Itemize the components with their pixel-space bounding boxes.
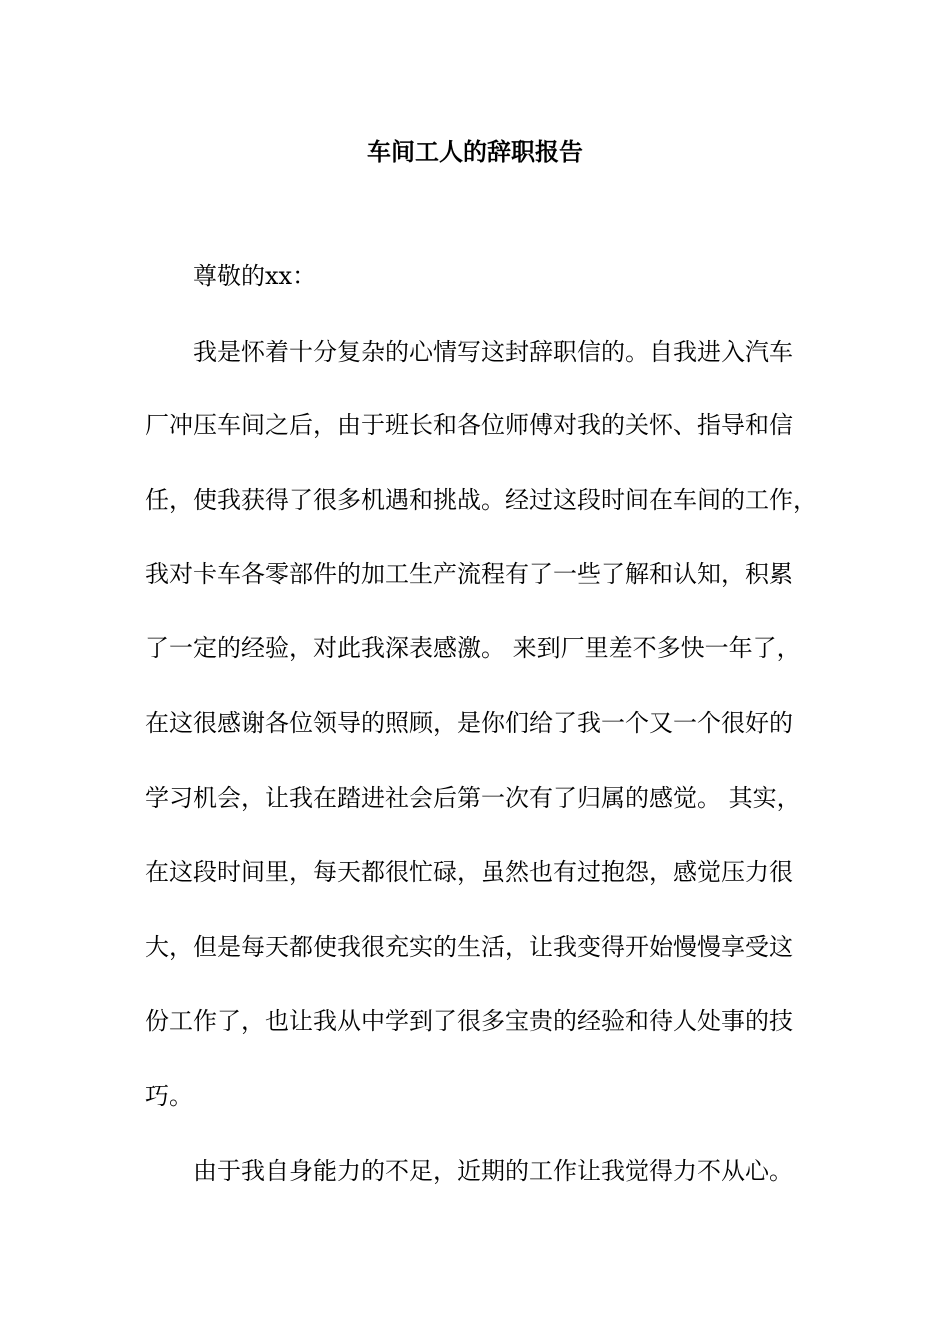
paragraph-line: 大，但是每天都使我很充实的生活，让我变得开始慢慢享受这 xyxy=(145,933,793,961)
paragraph-line: 在这很感谢各位领导的照顾，是你们给了我一个又一个很好的 xyxy=(145,709,793,737)
paragraph-line: 了一定的经验，对此我深表感激。 来到厂里差不多快一年了， xyxy=(145,634,801,662)
paragraph-line: 我是怀着十分复杂的心情写这封辞职信的。自我进入汽车 xyxy=(193,338,793,366)
paragraph-line: 巧。 xyxy=(145,1082,193,1110)
salutation: 尊敬的xx： xyxy=(193,262,317,290)
paragraph-line: 由于我自身能力的不足，近期的工作让我觉得力不从心。 xyxy=(193,1157,793,1185)
paragraph-line: 厂冲压车间之后，由于班长和各位师傅对我的关怀、指导和信 xyxy=(145,411,793,439)
paragraph-line: 我对卡车各零部件的加工生产流程有了一些了解和认知，积累 xyxy=(145,560,793,588)
paragraph-line: 学习机会，让我在踏进社会后第一次有了归属的感觉。 其实， xyxy=(145,784,801,812)
paragraph-line: 任，使我获得了很多机遇和挑战。经过这段时间在车间的工作， xyxy=(145,486,817,514)
paragraph-line: 份工作了，也让我从中学到了很多宝贵的经验和待人处事的技 xyxy=(145,1007,793,1035)
paragraph-line: 在这段时间里，每天都很忙碌，虽然也有过抱怨，感觉压力很 xyxy=(145,858,793,886)
document-title: 车间工人的辞职报告 xyxy=(367,137,583,166)
